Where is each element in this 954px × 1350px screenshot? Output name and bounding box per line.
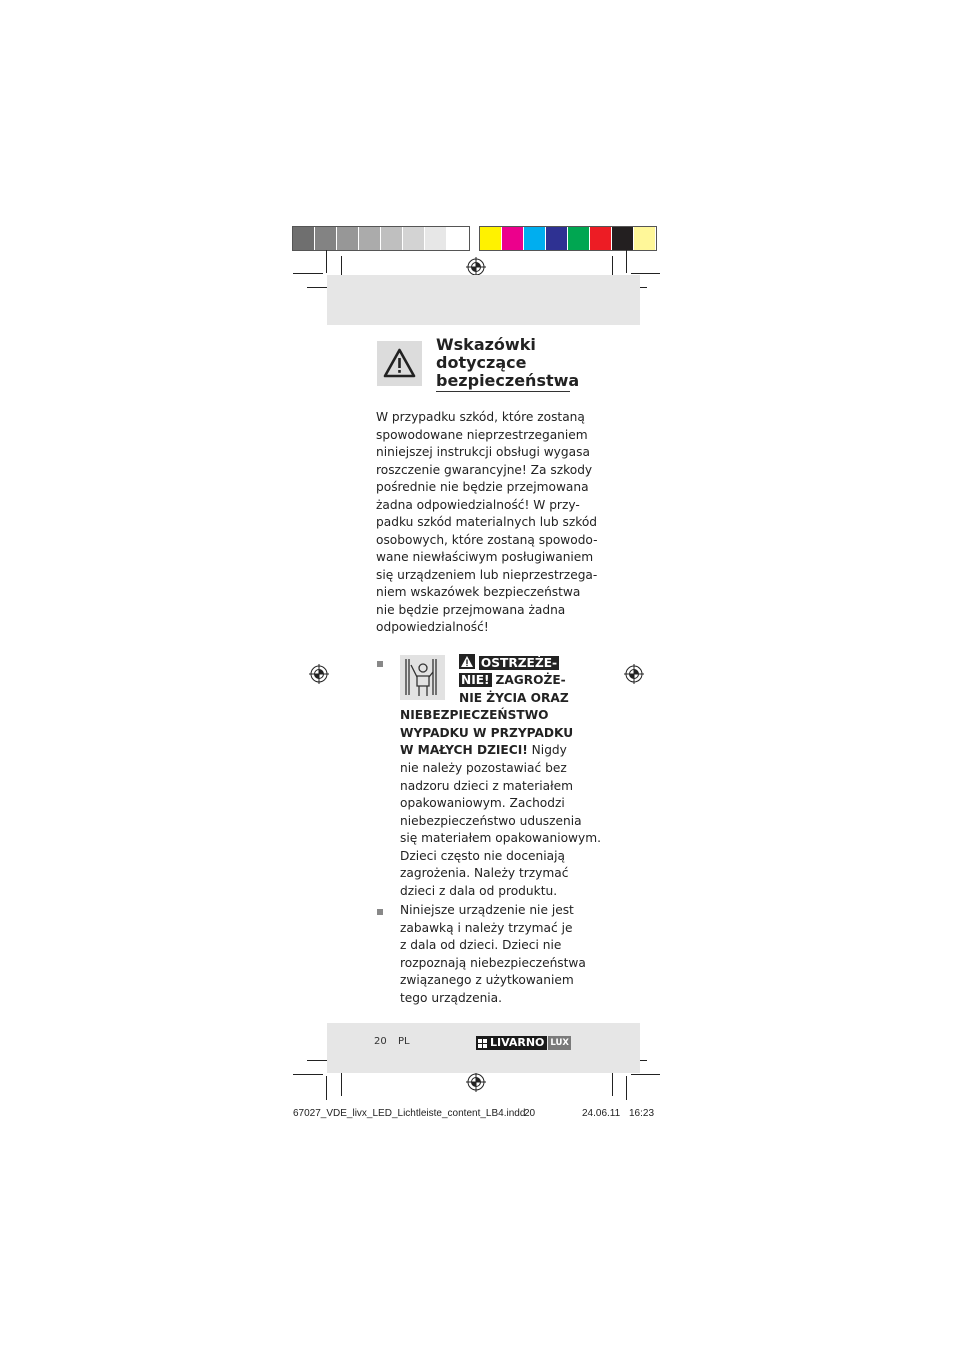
color-swatch bbox=[634, 227, 656, 250]
slug-time: 16:23 bbox=[629, 1108, 655, 1119]
process-color-bar bbox=[480, 227, 656, 250]
color-swatch bbox=[612, 227, 634, 250]
warning-triangle-icon bbox=[377, 341, 422, 386]
slug-filename: 67027_VDE_livx_LED_Lichtleiste_content_LB4.indd bbox=[293, 1108, 526, 1119]
crop-mark bbox=[626, 1076, 627, 1100]
color-swatch bbox=[447, 227, 469, 250]
warning-line-1 bbox=[459, 654, 559, 673]
section-title: Wskazówki dotyczące bezpieczeństwa bbox=[436, 335, 580, 390]
color-swatch bbox=[337, 227, 359, 250]
warning-label: OSTRZEŻE- bbox=[480, 656, 558, 670]
crop-mark bbox=[293, 273, 323, 274]
header-band bbox=[327, 275, 640, 325]
page-number: 20 bbox=[374, 1036, 387, 1047]
child-warning-box bbox=[400, 655, 445, 700]
color-swatch bbox=[524, 227, 546, 250]
crop-mark bbox=[631, 273, 660, 274]
bullet-marker bbox=[377, 909, 383, 915]
color-swatch bbox=[590, 227, 612, 250]
crop-mark bbox=[626, 250, 627, 273]
warning-line-2: NIE! ZAGROŻE- bbox=[461, 673, 566, 687]
gray-color-bar bbox=[293, 227, 469, 250]
color-swatch bbox=[546, 227, 568, 250]
crop-mark bbox=[326, 1076, 327, 1100]
crop-mark bbox=[341, 256, 342, 277]
warranty-paragraph: W przypadku szkód, które zostaną spowodowane nieprzestrzeganiem niniejszej instrukcji obsługi wygasa roszczenie gwarancyjne! Za szkody pośrednie nie będzie przejmowana żadna odpowiedzialność! W przy- padku szkód materialnych lub szkód osobowych, które zostaną spowodo- wane niewłaściwym posługiwaniem się urządzeniem lub nieprzestrzega- niem wskazówek bezpieczeństwa nie będzie przejmowana żadna odpowiedzialność! bbox=[376, 410, 598, 634]
color-swatch bbox=[568, 227, 590, 250]
toy-warning-text: Niniejsze urządzenie nie jest zabawką i należy trzymać je z dala od dzieci. Dzieci nie rozpoznają niebezpieczeństwa związanego z użytkowaniem tego urządzenia. bbox=[400, 903, 586, 1005]
warning-line-5: WYPADKU W PRZYPADKU bbox=[400, 726, 574, 740]
registration-mark-icon bbox=[624, 664, 644, 684]
bullet-marker bbox=[377, 661, 383, 667]
color-swatch bbox=[502, 227, 524, 250]
crop-mark bbox=[293, 1074, 323, 1075]
small-warning-icon bbox=[459, 654, 475, 669]
color-swatch bbox=[293, 227, 315, 250]
crop-mark bbox=[631, 1074, 660, 1075]
warning-line-6: W MAŁYCH DZIECI! Nigdy bbox=[400, 743, 567, 757]
slug-page: 20 bbox=[524, 1108, 536, 1119]
child-warning-text: nie należy pozostawiać bez nadzoru dzieci z materiałem opakowaniowym. Zachodzi niebezpieczeństwo uduszenia się materiałem opakowaniowym. Dzieci często nie doceniają zagrożenia. Należy trzymać dzieci z dala od produktu. bbox=[400, 761, 601, 898]
warning-label: NIE! bbox=[461, 673, 490, 687]
color-swatch bbox=[403, 227, 425, 250]
color-swatch bbox=[315, 227, 337, 250]
slug-date: 24.06.11 bbox=[582, 1108, 621, 1119]
brand-grid-icon bbox=[478, 1039, 487, 1048]
crop-mark bbox=[612, 256, 613, 277]
color-swatch bbox=[359, 227, 381, 250]
title-underline bbox=[436, 391, 570, 392]
child-warning-icon bbox=[400, 655, 445, 700]
language-code: PL bbox=[398, 1036, 410, 1047]
warning-line-3: NIE ŻYCIA ORAZ bbox=[459, 691, 569, 705]
section-warning-box bbox=[377, 341, 422, 386]
registration-mark-icon bbox=[466, 257, 486, 277]
crop-mark bbox=[612, 1072, 613, 1096]
color-swatch bbox=[425, 227, 447, 250]
crop-mark bbox=[326, 250, 327, 273]
registration-mark-icon bbox=[309, 664, 329, 684]
crop-mark bbox=[341, 1072, 342, 1096]
registration-mark-icon bbox=[466, 1072, 486, 1092]
color-swatch bbox=[381, 227, 403, 250]
warning-line-4: NIEBEZPIECZEŃSTWO bbox=[400, 708, 549, 722]
brand-logo: LIVARNO LUX bbox=[476, 1036, 571, 1050]
color-swatch bbox=[480, 227, 502, 250]
